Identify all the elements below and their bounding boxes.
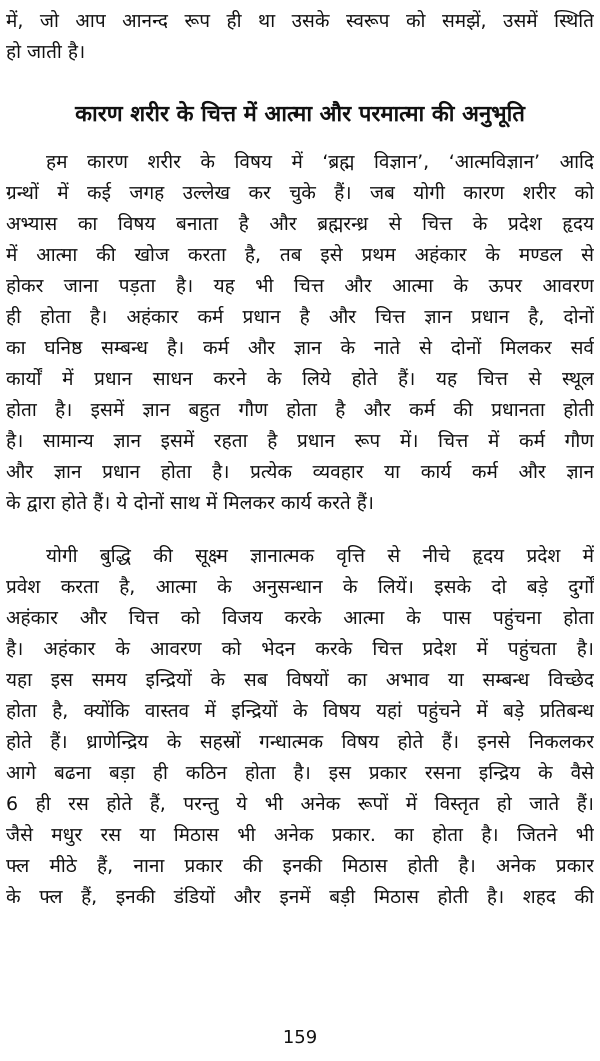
text-line: यहा इस समय इन्द्रियों के सब विषयों का अभाव या सम्बन्ध विच्छेद: [6, 669, 594, 691]
text-line: होते हैं। ध्राणेन्द्रिय के सहस्रों गन्धात्मक विषय होते हैं। इनसे निकलकर: [6, 731, 594, 753]
text-line: के द्वारा होते हैं। ये दोनों साथ में मिलकर कार्य करते हैं।: [6, 492, 375, 514]
text-line: है। सामान्य ज्ञान इसमें रहता है प्रधान रूप में। चित्त में कर्म गौण: [6, 430, 594, 452]
text-line: हो जाती है।: [6, 41, 86, 63]
text-line: फ्ल मीठे हैं, नाना प्रकार की इनकी मिठास होती है। अनेक प्रकार: [6, 855, 594, 877]
section-heading: कारण शरीर के चित्त में आत्मा और परमात्मा की अनुभूति: [75, 102, 525, 127]
text-line: हम कारण शरीर के विषय में ‘ब्रह्म विज्ञान’, ‘आत्मविज्ञान’ आदि: [46, 151, 594, 173]
text-line: ही होता है। अहंकार कर्म प्रधान है और चित्त ज्ञान प्रधान है, दोनों: [6, 306, 594, 328]
text-line: अहंकार और चित्त को विजय करके आत्मा के पास पहुंचना होता: [6, 607, 594, 629]
text-line: का घनिष्ठ सम्बन्ध है। कर्म और ज्ञान के नाते से दोनों मिलकर सर्व: [6, 337, 594, 359]
text-line: होकर जाना पड़ता है। यह भी चित्त और आत्मा के ऊपर आवरण: [6, 275, 594, 297]
text-line: योगी बुद्धि की सूक्ष्म ज्ञानात्मक वृत्ति से नीचे हृदय प्रदेश में: [46, 545, 594, 567]
text-line: होता है, क्योंकि वास्तव में इन्द्रियों के विषय यहां पहुंचने में बड़े प्रतिबन्ध: [6, 700, 594, 722]
page-number: 159: [282, 1027, 318, 1048]
text-line: 6 ही रस होते हैं, परन्तु ये भी अनेक रूपों में विस्तृत हो जाते हैं।: [6, 793, 594, 815]
text-line: है। अहंकार के आवरण को भेदन करके चित्त प्रदेश में पहुंचता है।: [6, 638, 594, 660]
text-line: होता है। इसमें ज्ञान बहुत गौण होता है और कर्म की प्रधानता होती: [6, 399, 594, 421]
text-line: ग्रन्थों में कई जगह उल्लेख कर चुके हैं। जब योगी कारण शरीर को: [6, 182, 594, 204]
text-line: के फ्ल हैं, इनकी डंडियों और इनमें बड़ी मिठास होती है। शहद की: [6, 886, 594, 908]
text-line: और ज्ञान प्रधान होता है। प्रत्येक व्यवहार या कार्य कर्म और ज्ञान: [6, 461, 594, 483]
text-line: प्रवेश करता है, आत्मा के अनुसन्धान के लियें। इसके दो बड़े दुर्गों: [6, 576, 594, 598]
text-line: में आत्मा की खोज करता है, तब इसे प्रथम अहंकार के मण्डल से: [6, 244, 594, 266]
text-line: आगे बढना बड़ा ही कठिन होता है। इस प्रकार रसना इन्द्रिय के वैसे: [6, 762, 594, 784]
text-line: कार्यों में प्रधान साधन करने के लिये होते हैं। यह चित्त से स्थूल: [6, 368, 594, 390]
text-line: जैसे मधुर रस या मिठास भी अनेक प्रकार. का होता है। जितने भी: [6, 824, 594, 846]
text-line: अभ्यास का विषय बनाता है और ब्रह्मरन्ध्र से चित्त के प्रदेश हृदय: [6, 213, 594, 235]
text-line: में, जो आप आनन्द रूप ही था उसके स्वरूप को समझें, उसमें स्थिति: [6, 10, 594, 32]
